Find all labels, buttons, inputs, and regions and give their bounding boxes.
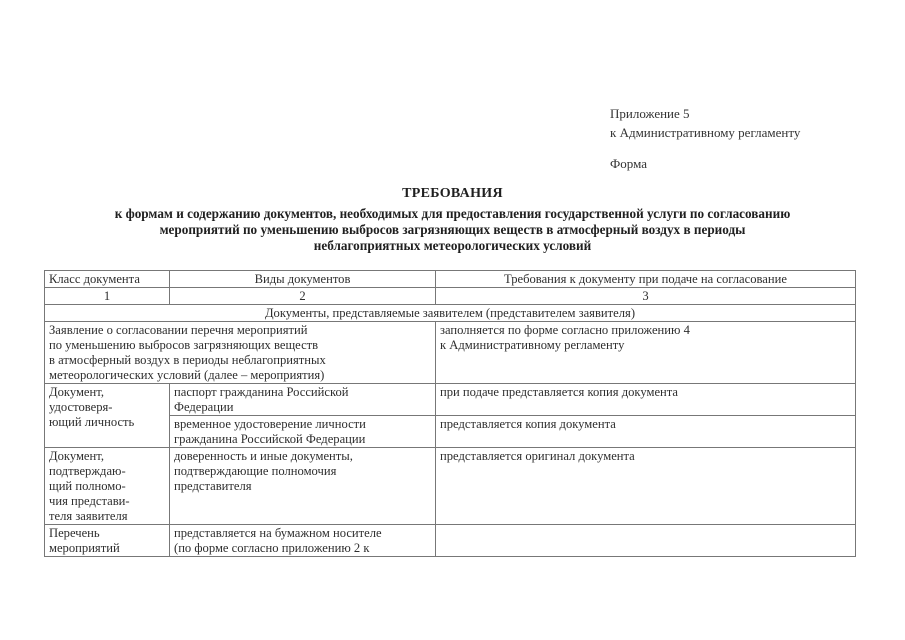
type-line: гражданина Российской Федерации [174,432,366,446]
class-line: подтверждаю- [49,464,126,478]
appendix-number: Приложение 5 [610,106,690,121]
application-line: в атмосферный воздух в периоды неблагоприятных [49,353,326,367]
application-line: по уменьшению выбросов загрязняющих веществ [49,338,319,352]
application-line: Заявление о согласовании перечня мероприятий [49,323,308,337]
table-row [45,448,856,525]
type-line: представляется на бумажном носителе [174,526,382,540]
column-number-row [45,288,856,305]
type-line: временное удостоверение личности [174,417,366,431]
measures-requirement [436,525,856,557]
measures-document-class [45,525,170,557]
identity-document-class [45,384,170,448]
column-number-1: 1 [45,288,170,305]
section-row [45,305,856,322]
class-line: Документ, [49,385,104,399]
appendix-reference [610,104,800,142]
document-subtitle [40,206,865,254]
header-document-types: Виды документов [170,271,436,288]
class-line: удостоверя- [49,400,113,414]
class-line: Документ, [49,449,104,463]
measures-document-type [170,525,436,557]
header-document-class: Класс документа [45,271,170,288]
form-label: Форма [610,156,647,171]
temporary-id-requirement: представляется копия документа [436,416,856,448]
authority-document-type [170,448,436,525]
document-title: ТРЕБОВАНИЯ [402,186,503,201]
class-line: чия представи- [49,494,130,508]
requirements-table [44,270,856,557]
subtitle-line-3: неблагоприятных метеорологических условий [313,238,592,253]
table-row [45,384,856,416]
requirement-line: к Административному регламенту [440,338,625,352]
class-line: Перечень [49,526,100,540]
header-requirements: Требования к документу при подаче на согласование [436,271,856,288]
subtitle-line-1: к формам и содержанию документов, необходимых для предоставления государственной услуги по согласованию [114,206,791,221]
table-row [45,525,856,557]
subtitle-line-2: мероприятий по уменьшению выбросов загрязняющих веществ в атмосферный воздух в периоды [159,222,746,237]
class-line: мероприятий [49,541,120,555]
authority-requirement: представляется оригинал документа [436,448,856,525]
application-line: метеорологических условий (далее – мероприятия) [49,368,325,382]
type-line: доверенность и иные документы, [174,449,353,463]
type-line: паспорт гражданина Российской [174,385,349,399]
type-line: подтверждающие полномочия [174,464,337,478]
application-requirement [436,322,856,384]
class-line: ющий личность [49,415,135,429]
application-description [45,322,436,384]
passport-type [170,384,436,416]
type-line: представителя [174,479,252,493]
temporary-id-type [170,416,436,448]
type-line: Федерации [174,400,234,414]
requirement-line: заполняется по форме согласно приложению 4 [440,323,690,337]
column-number-2: 2 [170,288,436,305]
header-row [45,271,856,288]
authority-document-class [45,448,170,525]
class-line: теля заявителя [49,509,128,523]
section-heading: Документы, представляемые заявителем (представителем заявителя) [45,305,856,322]
column-number-3: 3 [436,288,856,305]
type-line: (по форме согласно приложению 2 к [174,541,370,555]
passport-requirement: при подаче представляется копия документа [436,384,856,416]
table-row [45,322,856,384]
appendix-regulation: к Административному регламенту [610,125,801,140]
class-line: щий полномо- [49,479,126,493]
